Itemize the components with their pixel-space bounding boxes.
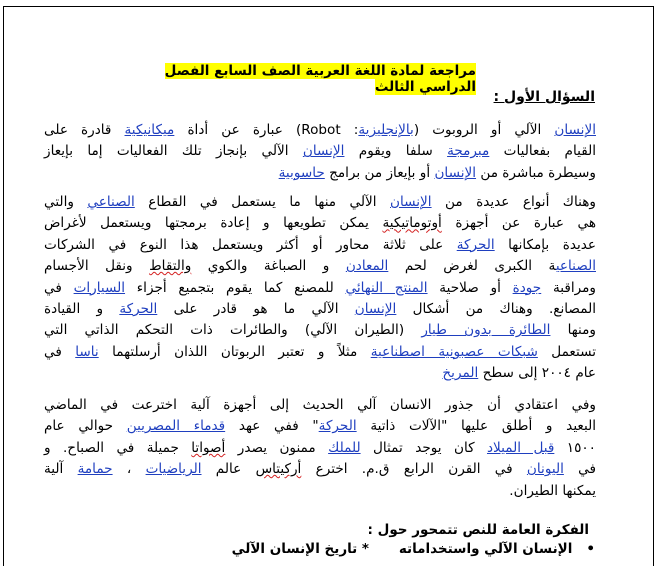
paragraph-1 (44, 120, 596, 184)
paragraph-line: هي عبارة عن أجهزة أوتوماتيكية يمكن تطويعها و إعادة برمجتها ويستعمل لأغراض (44, 215, 597, 232)
paragraph-2 (44, 192, 596, 385)
document-page (3, 6, 654, 566)
paragraph-line: ومنها الطائرة بدون طيار (الطيران الآلي) والطائرات ذات التحكم الذاتي التي (44, 322, 596, 339)
document-title: مراجعة لمادة اللغة العربية الصف السابع الفصل الدراسي الثالث (164, 63, 476, 95)
paragraph-line: في اليونان في القرن الرابع ق.م. اخترع أركيتاس عالم الرياضيات ، حمامة آلية (44, 461, 596, 478)
paragraph-line: المصانع. وهناك من أشكال الإنسان الآلي ما هو قادر على الحركة و القيادة (44, 301, 596, 318)
paragraph-line: القيام بفعاليات مبرمجة سلفا ويقوم الإنسان الآلي بإنجاز تلك الفعاليات إما بإيعاز (44, 143, 597, 160)
paragraph-line: ١٥٠٠ قبل الميلاد كان يوجد تمثال للملك ممنون يصدر أصواتا جميلة في الصباح. و (44, 439, 596, 456)
question-title: السؤال الأول : (493, 89, 595, 105)
bullet-item: * تاريخ الإنسان الآلي (231, 541, 369, 557)
paragraph-line: تستعمل شبكات عصبونية اصطناعية مثلاً و تعتبر الربوتان اللذان أرسلتهما ناسا في (44, 343, 597, 360)
paragraph-line: عديدة بإمكانها الحركة على ثلاثة محاور أو أكثر ويستعمل هذا النوع في الشركات (44, 236, 596, 253)
paragraph-line: الإنسان الآلي أو الروبوت (بالإنجليزية: Robot) عبارة عن أداة ميكانيكية قادرة على (44, 122, 596, 138)
paragraph-line: وسيطرة مباشرة من الإنسان أو بإيعاز من برامج حاسوبية (278, 164, 596, 181)
topic-heading: الفكرة العامة للنص تتمحور حول : (367, 522, 589, 538)
paragraph-line: وفي اعتقادي أن جذور الانسان آلي الحديث إلى أجهزة آلية اخترعت في الماضي (44, 397, 596, 413)
paragraph-line: البعيد و أطلق عليها "الآلات ذاتية الحركة" ففي عهد قدماء المصريين حوالي عام (44, 418, 596, 435)
paragraph-line: يمكنها الطيران. (509, 482, 596, 499)
paragraph-line: عام ٢٠٠٤ إلى سطح المريخ (442, 365, 596, 382)
paragraph-line: وهناك أنواع عديدة من الإنسان الآلي منها ما يستعمل في القطاع الصناعي والتي (44, 194, 596, 210)
paragraph-3 (44, 395, 596, 502)
bullet-item: • الإنسان الآلي واستخداماته (399, 541, 595, 557)
paragraph-line: ومراقبة جودة أو صلاحية المنتج النهائي للمصنع كما يقوم بتجميع أجزاء السيارات في (44, 279, 596, 296)
paragraph-line: الصناعية الكبرى لغرض لحم المعادن و الصباغة والكوي والتقاط ونقل الأجسام (44, 258, 596, 275)
